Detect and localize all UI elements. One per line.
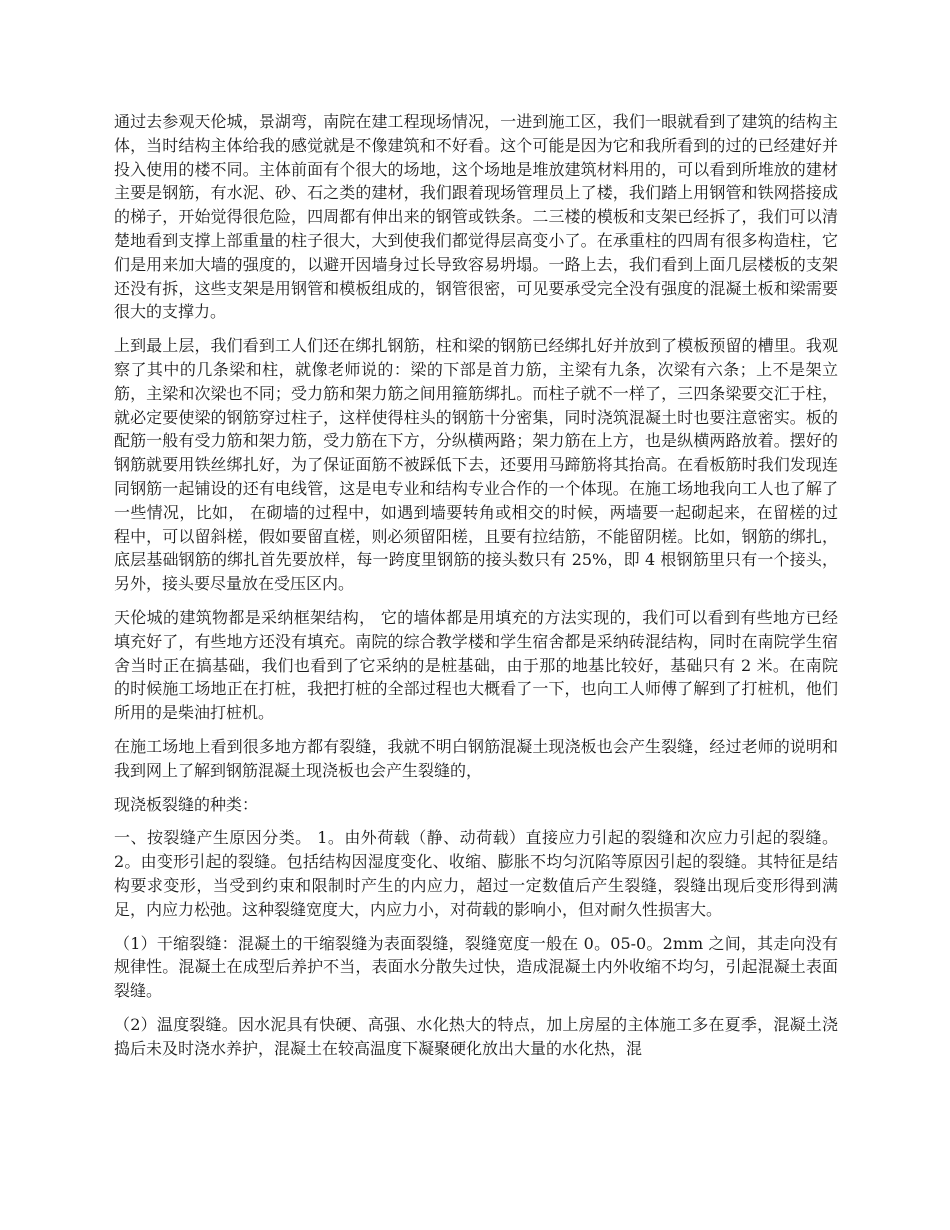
paragraph-temperature-cracks: （2）温度裂缝。因水泥具有快硬、高强、水化热大的特点，加上房屋的主体施工多在夏季，混凝土浇捣后未及时浇水养护，混凝土在较高温度下凝聚硬化放出大量的水化热，混 — [114, 1014, 838, 1058]
paragraph-crack-causes: 一、按裂缝产生原因分类。 1。由外荷载（静、动荷载）直接应力引起的裂缝和次应力引起的裂缝。2。由变形引起的裂缝。包括结构因湿度变化、收缩、膨胀不均匀沉陷等原因引起的裂缝。其特征是结构要求变形，当受到约束和限制时产生的内应力，超过一定数值后产生裂缝，裂缝出现后变形得到满足，内应力松弛。这种裂缝宽度大，内应力小，对荷载的影响小，但对耐久性损害大。 — [114, 828, 838, 919]
paragraph-site-visit: 通过去参观天伦城，景湖弯，南院在建工程现场情况，一进到施工区，我们一眼就看到了建筑的结构主体，当时结构主体给我的感觉就是不像建筑和不好看。这个可能是因为它和我所看到的过的已经建好并投入使用的楼不同。主体前面有个很大的场地，这个场地是堆放建筑材料用的，可以看到所堆放的建材主要是钢筋，有水泥、砂、石之类的建材，我们跟着现场管理员上了楼，我们踏上用钢管和铁网搭接成的梯子，开始觉得很危险，四周都有伸出来的钢管或铁条。二三楼的模板和支架已经拆了，我们可以清楚地看到支撑上部重量的柱子很大，大到使我们都觉得层高变小了。在承重柱的四周有很多构造柱，它们是用来加大墙的强度的，以避开因墙身过长导致容易坍塌。一路上去，我们看到上面几层楼板的支架还没有拆，这些支架是用钢管和模板组成的，钢管很密，可见要承受完全没有强度的混凝土板和梁需要很大的支撑力。 — [114, 112, 838, 322]
paragraph-structure-types: 天伦城的建筑物都是采纳框架结构， 它的墙体都是用填充的方法实现的，我们可以看到有些地方已经填充好了，有些地方还没有填充。南院的综合教学楼和学生宿舍都是采纳砖混结构，同时在南院学生宿舍当时正在搞基础，我们也看到了它采纳的是桩基础，由于那的地基比较好，基础只有 2 米。在南院的时候施工场地正在打桩，我把打桩的全部过程也大概看了一下，也向工人师傅了解到了打桩机，他们所用的是柴油打桩机。 — [114, 607, 838, 723]
paragraph-cracks-intro: 在施工场地上看到很多地方都有裂缝，我就不明白钢筋混凝土现浇板也会产生裂缝，经过老师的说明和我到网上了解到钢筋混凝土现浇板也会产生裂缝的， — [114, 736, 838, 780]
paragraph-rebar-observation: 上到最上层，我们看到工人们还在绑扎钢筋，柱和梁的钢筋已经绑扎好并放到了模板预留的槽里。我观察了其中的几条梁和柱，就像老师说的：梁的下部是首力筋，主梁有九条，次梁有六条；上不是架立筋，主梁和次梁也不同；受力筋和架力筋之间用箍筋绑扎。而柱子就不一样了，三四条梁要交汇于柱，就必定要使梁的钢筋穿过柱子，这样使得柱头的钢筋十分密集，同时浇筑混凝土时也要注意密实。板的配筋一般有受力筋和架力筋，受力筋在下方，分纵横两路；架力筋在上方，也是纵横两路放着。摆好的钢筋就要用铁丝绑扎好，为了保证面筋不被踩低下去，还要用马蹄筋将其抬高。在看板筋时我们发现连同钢筋一起铺设的还有电线管，这是电专业和结构专业合作的一个体现。在施工场地我向工人也了解了一些情况，比如， 在砌墙的过程中，如遇到墙要转角或相交的时候，两墙要一起砌起来，在留槎的过程中，可以留斜槎，假如要留直槎，则必须留阳槎，且要有拉结筋，不能留阴槎。比如，钢筋的绑扎，底层基础钢筋的绑扎首先要放样，每一跨度里钢筋的接头数只有 25%，即 4 根钢筋里只有一个接头，另外，接头要尽量放在受压区内。 — [114, 336, 838, 594]
paragraph-shrinkage-cracks: （1）干缩裂缝：混凝土的干缩裂缝为表面裂缝，裂缝宽度一般在 0。05-0。2mm 之间，其走向没有规律性。混凝土在成型后养护不当，表面水分散失过快，造成混凝土内外收缩不均匀，引起混凝土表面裂缝。 — [114, 933, 838, 1001]
paragraph-crack-types-heading: 现浇板裂缝的种类： — [114, 794, 259, 814]
